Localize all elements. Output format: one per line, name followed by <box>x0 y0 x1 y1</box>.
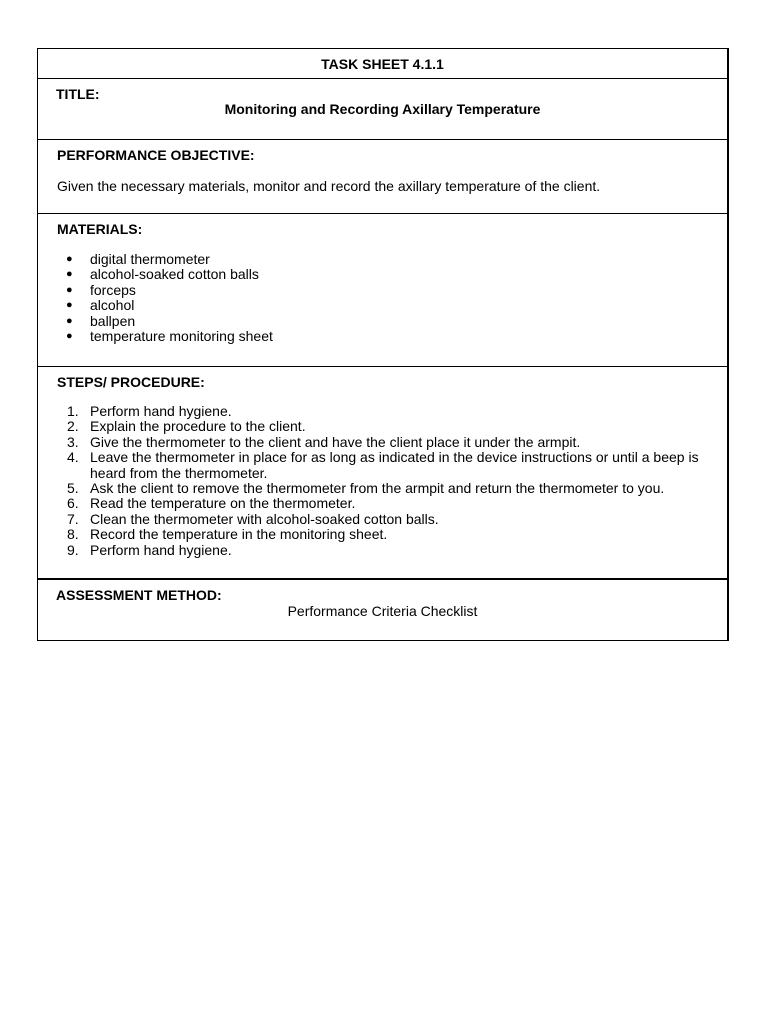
bullet-icon: ● <box>66 268 73 281</box>
step-item: 8. Record the temperature in the monitoring sheet. <box>67 526 388 543</box>
title-row <box>38 79 727 140</box>
list-item: ● alcohol-soaked cotton balls <box>66 266 259 283</box>
task-title: Monitoring and Recording Axillary Temperature <box>224 101 541 117</box>
list-item: ● forceps <box>66 281 136 298</box>
step-item: 2. Explain the procedure to the client. <box>67 418 306 435</box>
bullet-icon: ● <box>66 253 73 265</box>
bullet-icon: ● <box>66 329 73 342</box>
step-item: 9. Perform hand hygiene. <box>67 541 232 558</box>
list-item: ● ballpen <box>66 312 136 329</box>
step-item: 5. Ask the client to remove the thermometer from the armpit and return the thermometer to you. <box>67 480 665 497</box>
bullet-icon: ● <box>66 283 73 296</box>
steps-list <box>57 404 709 558</box>
steps-label: STEPS/ PROCEDURE: <box>57 374 205 390</box>
step-item: 6. Read the temperature on the thermometer. <box>67 495 356 512</box>
materials-row <box>38 214 727 367</box>
assessment-label: ASSESSMENT METHOD: <box>56 587 222 603</box>
list-item: ● digital thermometer <box>66 251 210 267</box>
objective-text: Given the necessary materials, monitor and record the axillary temperature of the client. <box>57 178 601 194</box>
task-sheet-number: TASK SHEET 4.1.1 <box>321 56 444 72</box>
bullet-icon: ● <box>66 299 73 312</box>
step-item: 4. Leave the thermometer in place for as long as indicated in the device instructions or until a beep is heard from the thermometer. <box>67 449 699 481</box>
step-item: 1. Perform hand hygiene. <box>67 403 232 419</box>
materials-label: MATERIALS: <box>57 221 143 237</box>
assessment-row <box>38 580 727 640</box>
bullet-icon: ● <box>66 314 73 327</box>
step-item: 3. Give the thermometer to the client and have the client place it under the armpit. <box>67 433 581 450</box>
materials-list <box>57 252 273 344</box>
objective-row <box>38 140 727 214</box>
task-sheet-table <box>37 48 729 641</box>
list-item: ● alcohol <box>66 297 135 314</box>
task-sheet-header-row <box>38 49 727 79</box>
title-label: TITLE: <box>56 86 100 102</box>
step-item: 7. Clean the thermometer with alcohol-soaked cotton balls. <box>67 510 439 527</box>
assessment-method: Performance Criteria Checklist <box>287 603 478 619</box>
steps-row <box>38 367 727 580</box>
list-item: ● temperature monitoring sheet <box>66 327 273 344</box>
objective-label: PERFORMANCE OBJECTIVE: <box>57 147 255 163</box>
